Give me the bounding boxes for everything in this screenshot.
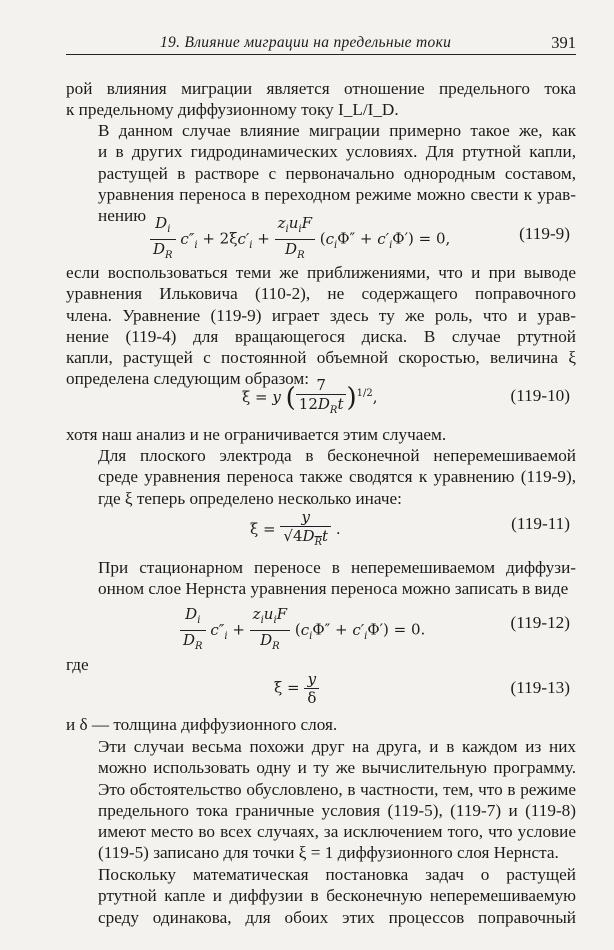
formula: $\frac{D_i}{D_R}$ $c''_i$ + $\frac{z_iu_iF}{D_R}$ $(c_i\Phi'' + c'_i\Phi') = 0$. <box>180 605 425 656</box>
text-line: уравнения переноса в переходном режиме можно свести к урав- <box>98 184 576 204</box>
text-line: хотя наш анализ и не ограничивается этим случаем. <box>66 425 447 444</box>
text-line: и в других гидродинамических условиях. Для ртутной капли, <box>98 142 576 162</box>
text-line: В данном случае влияние миграции примерно такое же, как <box>98 121 576 140</box>
text-line: Эти случаи весьма похожи друг на друга, и в каждом из них <box>98 737 576 756</box>
text-line: онном слое Нернста уравнения переноса можно записать в виде <box>98 579 569 599</box>
text-line: где ξ теперь определено несколько иначе: <box>98 488 402 508</box>
text-line: нение (119-4) для вращающегося диска. В случае ртутной <box>66 326 576 346</box>
equation-number: (119-12) <box>510 613 570 632</box>
paragraph-8 <box>66 714 576 735</box>
formula: ξ = $\frac{y}{\delta}$ <box>274 670 319 707</box>
text-line: При стационарном переносе в неперемешиваемом диффузи- <box>98 558 576 577</box>
formula: ξ = y ( $\frac{7}{12D_Rt}$ )$^{1/2}$, <box>242 376 378 416</box>
paragraph-4 <box>66 424 576 445</box>
page-number: 391 <box>551 33 576 52</box>
formula: ξ = $\frac{y}{√4D_Rt}$ . <box>250 508 341 548</box>
text-line: среде уравнения переноса также сводятся к уравнению (119-9), <box>98 467 576 487</box>
chapter-title: 19. Влияние миграции на предельные токи <box>160 34 452 51</box>
text-line: предельного тока граничные условия (119-5), (119-7) и (119-8) <box>98 800 576 820</box>
text-line: определена следующим образом: <box>66 369 310 389</box>
equation-119-13 <box>66 670 576 710</box>
running-header <box>66 32 576 55</box>
text-line: где <box>66 655 89 674</box>
paragraph-9 <box>66 736 576 864</box>
text-line: (119-5) записано для точки ξ = 1 диффузионного слоя Нернста. <box>98 843 559 863</box>
text-line: капли, растущей с постоянной объемной скоростью, величина ξ <box>66 348 576 368</box>
text-line: члена. Уравнение (119-9) играет здесь ту же роль, что и урав- <box>66 305 576 325</box>
equation-number: (119-9) <box>519 224 570 243</box>
equation-119-11 <box>66 506 576 550</box>
text-line: Поскольку математическая постановка задач о растущей <box>98 865 576 884</box>
text-line: нению <box>98 206 147 226</box>
text-line: растущей в растворе с первоначально однородным составом, <box>98 163 576 183</box>
text-line: и δ — толщина диффузионного слоя. <box>66 715 338 734</box>
paragraph-10 <box>66 864 576 928</box>
text-line: Это обстоятельство обусловлено, в частности, тем, что в режиме <box>98 779 576 799</box>
paragraph-5 <box>66 445 576 509</box>
formula: $\frac{D_i}{D_R}$ $c''_i + 2\xi c'_i$ + $\frac{z_iu_iF}{D_R}$ $(c_i\Phi'' + c'_i\Phi') = 0$, <box>150 214 450 265</box>
paragraph-3 <box>66 262 576 390</box>
paragraph-1 <box>66 78 576 121</box>
equation-number: (119-11) <box>511 514 570 533</box>
paragraph-6 <box>66 557 576 600</box>
text-line: уравнения Ильковича (110-2), не содержащего поправочного <box>66 284 576 304</box>
equation-number: (119-13) <box>510 678 570 697</box>
text-line: если воспользоваться теми же приближениями, что и при выводе <box>66 263 576 282</box>
equation-119-12 <box>66 603 576 652</box>
text-line: Для плоского электрода в бесконечной неперемешиваемой <box>98 446 576 465</box>
text-line: имеют место во всех случаях, за исключением того, что условие <box>98 822 576 842</box>
text-line: можно использовать одну и ту же вычислительную программу. <box>98 758 576 778</box>
text-line: к предельному диффузионному току I_L/I_D. <box>66 100 399 120</box>
paragraph-2 <box>66 120 576 226</box>
text-line: рой влияния миграции является отношение предельного тока <box>66 79 576 98</box>
equation-number: (119-10) <box>510 386 570 405</box>
equation-119-9 <box>66 212 576 261</box>
text-line: среду одинакова, для обоих этих процессов поправочный <box>98 907 576 927</box>
text-line: ртутной капле и диффузии в бесконечную неперемешиваемую <box>98 886 576 906</box>
equation-119-10 <box>66 374 576 420</box>
